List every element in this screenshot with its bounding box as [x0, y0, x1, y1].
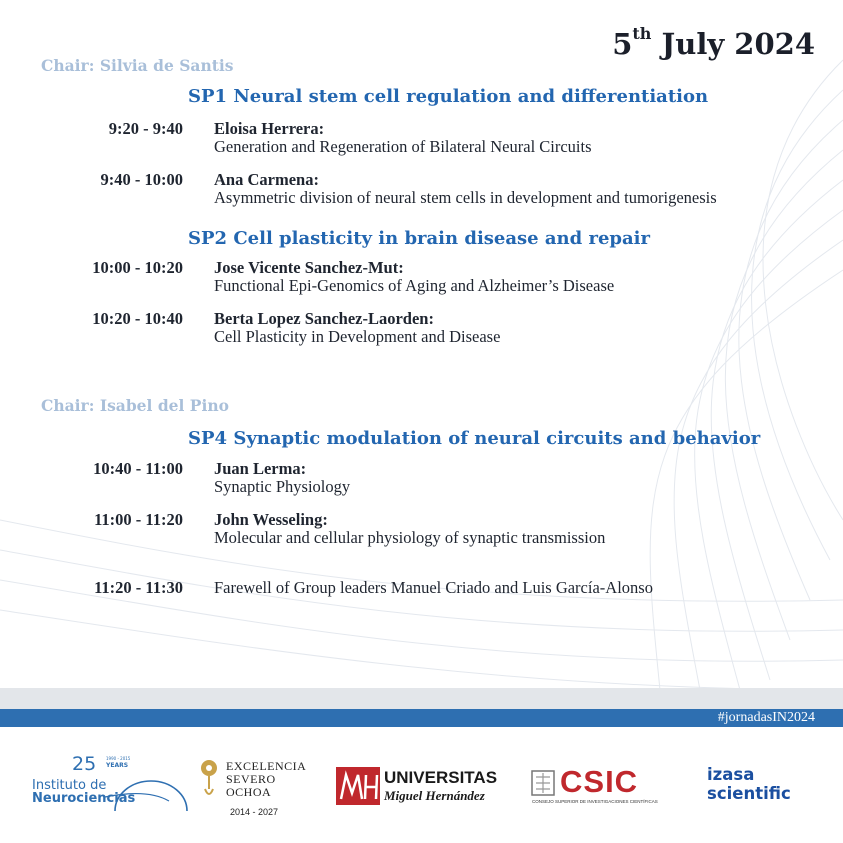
date-day: 5	[612, 27, 633, 61]
footer-blue-bar	[0, 709, 843, 727]
closing-time: 11:20 - 11:30	[94, 578, 183, 597]
csic-sub-text: CONSEJO SUPERIOR DE INVESTIGACIONES CIENTÍFICAS	[532, 799, 658, 804]
instituto-neurociencias-logo	[30, 753, 190, 815]
talk-row	[0, 258, 843, 302]
talk-time: 10:40 - 11:00	[93, 459, 183, 478]
csic-emblem-icon	[530, 769, 556, 797]
izasa-logo	[707, 765, 827, 809]
talk-title: Generation and Regeneration of Bilateral Neural Circuits	[214, 137, 592, 156]
talk-speaker: Berta Lopez Sanchez-Laorden:	[214, 309, 434, 328]
date-suffix: th	[632, 24, 652, 44]
hashtag: #jornadasIN2024	[717, 710, 815, 725]
csic-logo	[530, 765, 670, 809]
umh-main-text: UNIVERSITAS	[384, 768, 498, 787]
closing-row	[0, 578, 843, 622]
talk-row	[0, 170, 843, 214]
izasa-line2: scientific	[707, 784, 791, 803]
chair-label: Chair: Silvia de Santis	[41, 56, 234, 75]
anniversary-number: 25	[72, 753, 97, 775]
umh-sub-text: Miguel Hernández	[384, 788, 485, 803]
umh-logo	[336, 767, 496, 807]
talk-row	[0, 510, 843, 554]
footer-grey-bar	[0, 688, 843, 709]
talk-speaker: Eloisa Herrera:	[214, 119, 325, 138]
chair-label: Chair: Isabel del Pino	[41, 396, 229, 415]
talk-row	[0, 119, 843, 163]
session-title: SP2 Cell plasticity in brain disease and repair	[188, 228, 651, 249]
severo-years: 2014 - 2027	[230, 807, 279, 817]
izasa-line1: izasa	[707, 765, 755, 784]
talk-title: Asymmetric division of neural stem cells in development and tumorigenesis	[214, 188, 717, 207]
anniversary-years: 1990 - 2015	[106, 756, 131, 761]
severo-line3: OCHOA	[226, 785, 272, 799]
instituto-line2: Neurociencias	[32, 791, 136, 806]
talk-time: 10:20 - 10:40	[92, 309, 183, 328]
talk-speaker: John Wesseling:	[214, 510, 328, 529]
session-title: SP1 Neural stem cell regulation and differentiation	[188, 86, 709, 107]
medal-icon	[200, 759, 220, 803]
talk-speaker: Jose Vicente Sanchez-Mut:	[214, 258, 404, 277]
talk-time: 9:20 - 9:40	[108, 119, 183, 138]
instituto-line1: Instituto de	[32, 778, 107, 793]
talk-speaker: Juan Lerma:	[214, 459, 307, 478]
talk-row	[0, 459, 843, 503]
talk-time: 11:00 - 11:20	[94, 510, 183, 529]
closing-text: Farewell of Group leaders Manuel Criado and Luis García-Alonso	[214, 578, 653, 597]
csic-main-text: CSIC	[560, 764, 639, 799]
talk-row	[0, 309, 843, 353]
sponsor-logos	[0, 727, 843, 843]
date-rest: July 2024	[651, 27, 815, 61]
session-title: SP4 Synaptic modulation of neural circuits and behavior	[188, 428, 761, 449]
talk-time: 9:40 - 10:00	[100, 170, 183, 189]
talk-speaker: Ana Carmena:	[214, 170, 319, 189]
severo-ochoa-logo	[200, 757, 310, 819]
umh-mark-icon	[336, 767, 380, 805]
anniversary-label: YEARS	[106, 762, 129, 769]
talk-title: Functional Epi-Genomics of Aging and Alzheimer’s Disease	[214, 276, 615, 295]
event-date	[612, 24, 815, 61]
talk-title: Synaptic Physiology	[214, 477, 351, 496]
severo-line2: SEVERO	[226, 772, 276, 786]
talk-time: 10:00 - 10:20	[92, 258, 183, 277]
talk-title: Cell Plasticity in Development and Disease	[214, 327, 501, 346]
severo-line1: EXCELENCIA	[226, 759, 307, 773]
talk-title: Molecular and cellular physiology of synaptic transmission	[214, 528, 606, 547]
